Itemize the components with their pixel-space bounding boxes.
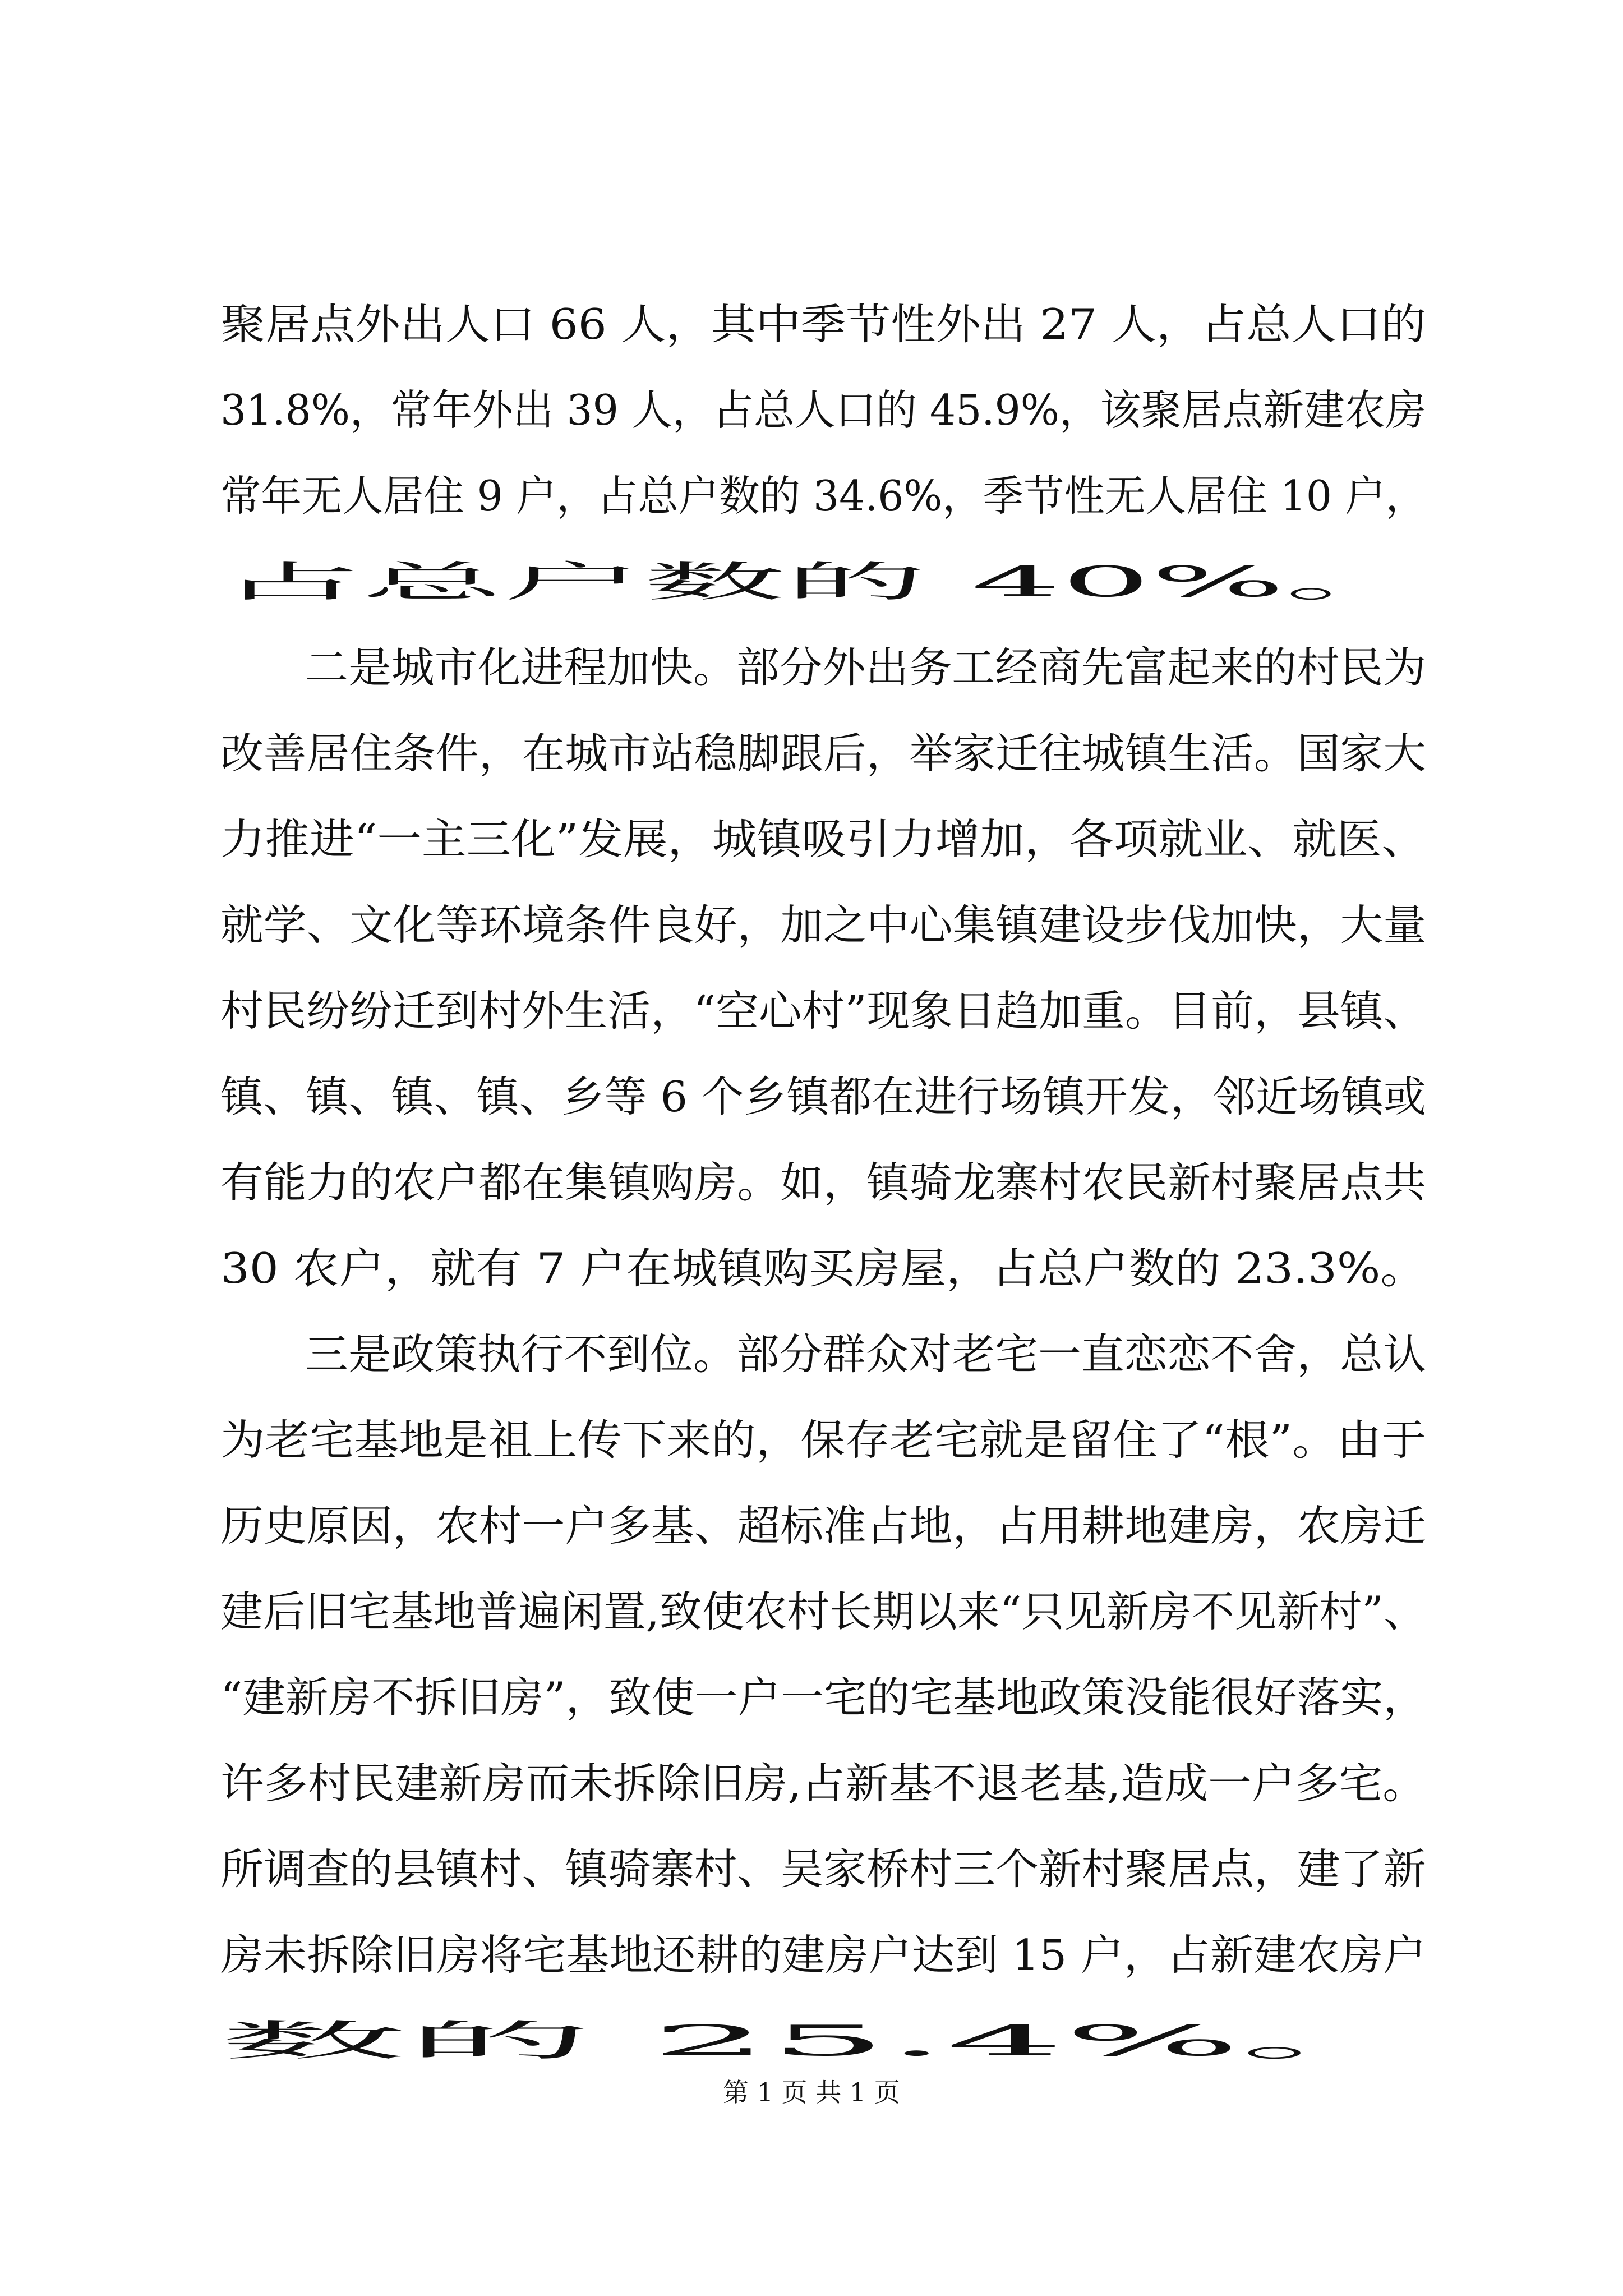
text-line: 为老宅基地是祖上传下来的，保存老宅就是留住了“根”。由于 <box>220 1415 1426 1465</box>
text-line: 房未拆除旧房将宅基地还耕的建房户达到 15 户，占新建农房户 <box>220 1930 1427 1980</box>
text-line: 30 农户，就有 7 户在城镇购买房屋，占总户数的 23.3%。 <box>220 1244 1426 1293</box>
text-line: 有能力的农户都在集镇购房。如，镇骑龙寨村农民新村聚居点共 <box>220 1158 1426 1207</box>
text-line: 改善居住条件，在城市站稳脚跟后，举家迁往城镇生活。国家大 <box>220 729 1426 778</box>
text-line: 常年无人居住 9 户，占总户数的 34.6%，季节性无人居住 10 户， <box>220 471 1426 521</box>
text-line: 占总户数的 40%。 <box>220 557 1426 606</box>
text-line: 聚居点外出人口 66 人，其中季节性外出 27 人，占总人口的 <box>220 300 1427 349</box>
text-line: 二是城市化进程加快。部分外出务工经商先富起来的村民为 <box>305 643 1426 692</box>
text-line: 建后旧宅基地普遍闲置,致使农村长期以来“只见新房不见新村”、 <box>220 1587 1426 1636</box>
text-line: 就学、文化等环境条件良好，加之中心集镇建设步伐加快，大量 <box>220 900 1426 950</box>
text-line: 数的 25.4%。 <box>220 2016 1427 2065</box>
text-line: 历史原因，农村一户多基、超标准占地，占用耕地建房，农房迁 <box>220 1501 1426 1550</box>
text-line: 所调查的县镇村、镇骑寨村、吴家桥村三个新村聚居点，建了新 <box>220 1844 1426 1894</box>
text-line: 力推进“一主三化”发展，城镇吸引力增加，各项就业、就医、 <box>220 815 1426 864</box>
text-line: 许多村民建新房而未拆除旧房,占新基不退老基,造成一户多宅。 <box>220 1759 1426 1808</box>
text-line: “建新房不拆旧房”，致使一户一宅的宅基地政策没能很好落实， <box>220 1673 1427 1722</box>
text-line: 三是政策执行不到位。部分群众对老宅一直恋恋不舍，总认 <box>305 1329 1426 1379</box>
text-line: 31.8%，常年外出 39 人，占总人口的 45.9%，该聚居点新建农房 <box>220 385 1426 435</box>
text-line: 村民纷纷迁到村外生活，“空心村”现象日趋加重。目前，县镇、 <box>220 986 1427 1036</box>
page-number-footer: 第 1 页 共 1 页 <box>723 2077 900 2108</box>
text-line: 镇、镇、镇、镇、乡等 6 个乡镇都在进行场镇开发，邻近场镇或 <box>220 1072 1427 1121</box>
